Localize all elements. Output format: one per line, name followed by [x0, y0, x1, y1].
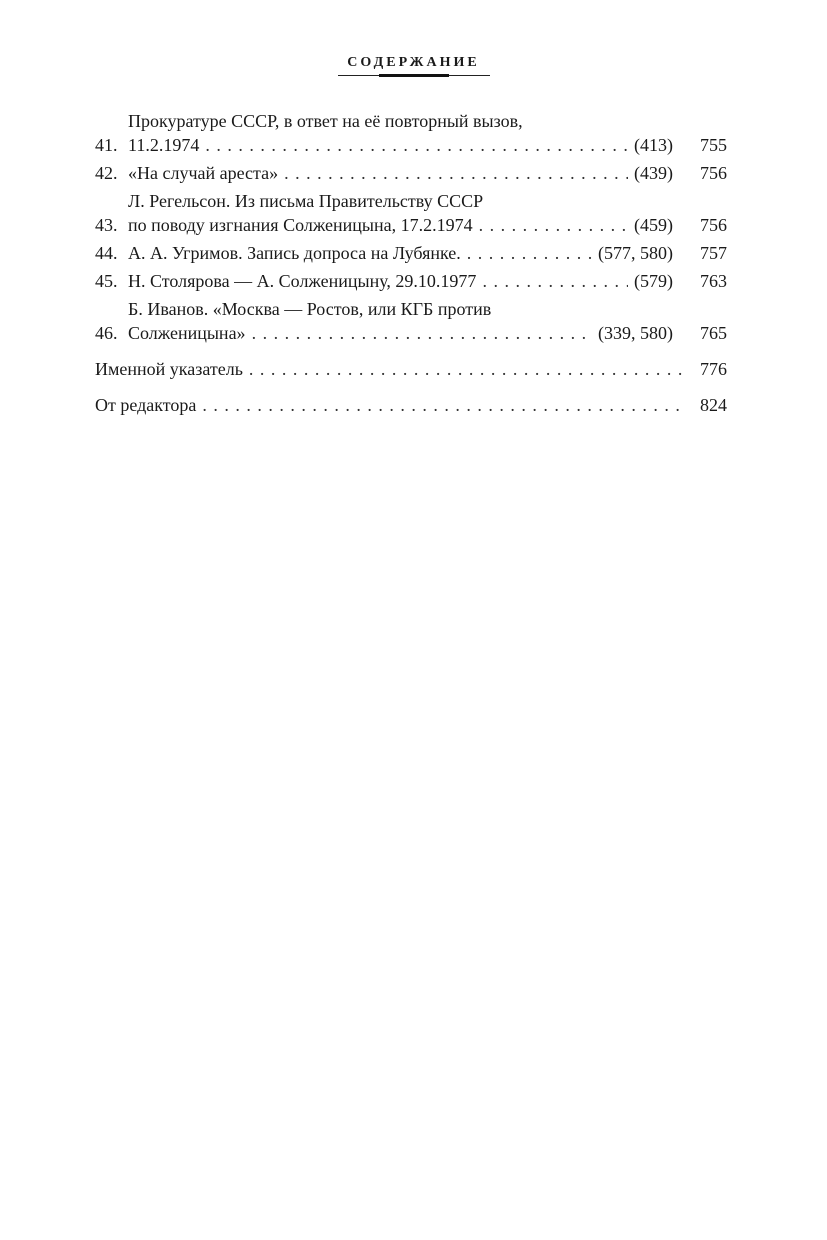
entry-number: 42.	[95, 163, 118, 183]
appendix-page: 776	[700, 359, 727, 379]
entry-number: 44.	[95, 243, 118, 263]
page-header	[0, 55, 827, 76]
header-rule	[338, 75, 490, 76]
entry-page: 763	[700, 271, 727, 291]
toc-appendix-entry	[95, 357, 727, 381]
entry-title: «На случай ареста»	[128, 163, 279, 183]
dot-leader	[479, 213, 628, 237]
entry-ref: (577, 580)	[598, 243, 673, 263]
dot-leader	[284, 161, 628, 185]
toc-appendix-entry	[95, 393, 727, 417]
entry-page: 765	[700, 323, 727, 343]
entry-title: Н. Столярова — А. Солженицыну, 29.10.1977	[128, 271, 477, 291]
toc-entry	[95, 189, 727, 237]
entry-title: по поводу изгнания Солженицына, 17.2.1974	[128, 215, 473, 235]
entry-page: 756	[700, 215, 727, 235]
toc-entry	[95, 161, 727, 185]
dot-leader	[249, 357, 685, 381]
dot-leader	[467, 241, 592, 265]
entry-ref: (339, 580)	[598, 323, 673, 343]
toc-entry	[95, 269, 727, 293]
dot-leader	[202, 393, 685, 417]
entry-title: Прокуратуре СССР, в ответ на её повторный вызов,	[128, 111, 523, 131]
entry-page: 756	[700, 163, 727, 183]
entry-ref: (439)	[634, 163, 673, 183]
entry-number: 46.	[95, 323, 118, 343]
entry-title: Л. Регельсон. Из письма Правительству СССР	[128, 191, 484, 211]
dot-leader	[482, 269, 628, 293]
entry-title: Б. Иванов. «Москва — Ростов, или КГБ против	[128, 299, 492, 319]
entry-number: 45.	[95, 271, 118, 291]
entry-title: 11.2.1974	[128, 135, 200, 155]
toc-entry	[95, 241, 727, 265]
entry-ref: (459)	[634, 215, 673, 235]
appendix-page: 824	[700, 395, 727, 415]
dot-leader	[252, 321, 592, 345]
table-of-contents	[95, 109, 727, 417]
toc-entry	[95, 297, 727, 345]
entry-title: А. А. Угримов. Запись допроса на Лубянке.	[128, 243, 461, 263]
appendix-title: От редактора	[95, 395, 197, 415]
dot-leader	[205, 133, 628, 157]
entry-ref: (579)	[634, 271, 673, 291]
entry-page: 757	[700, 243, 727, 263]
entry-number: 43.	[95, 215, 118, 235]
toc-entry	[95, 109, 727, 157]
page-title: СОДЕРЖАНИЕ	[347, 55, 480, 70]
entry-ref: (413)	[634, 135, 673, 155]
entry-page: 755	[700, 135, 727, 155]
entry-number: 41.	[95, 135, 118, 155]
entry-title: Солженицына»	[128, 323, 246, 343]
appendix-title: Именной указатель	[95, 359, 243, 379]
